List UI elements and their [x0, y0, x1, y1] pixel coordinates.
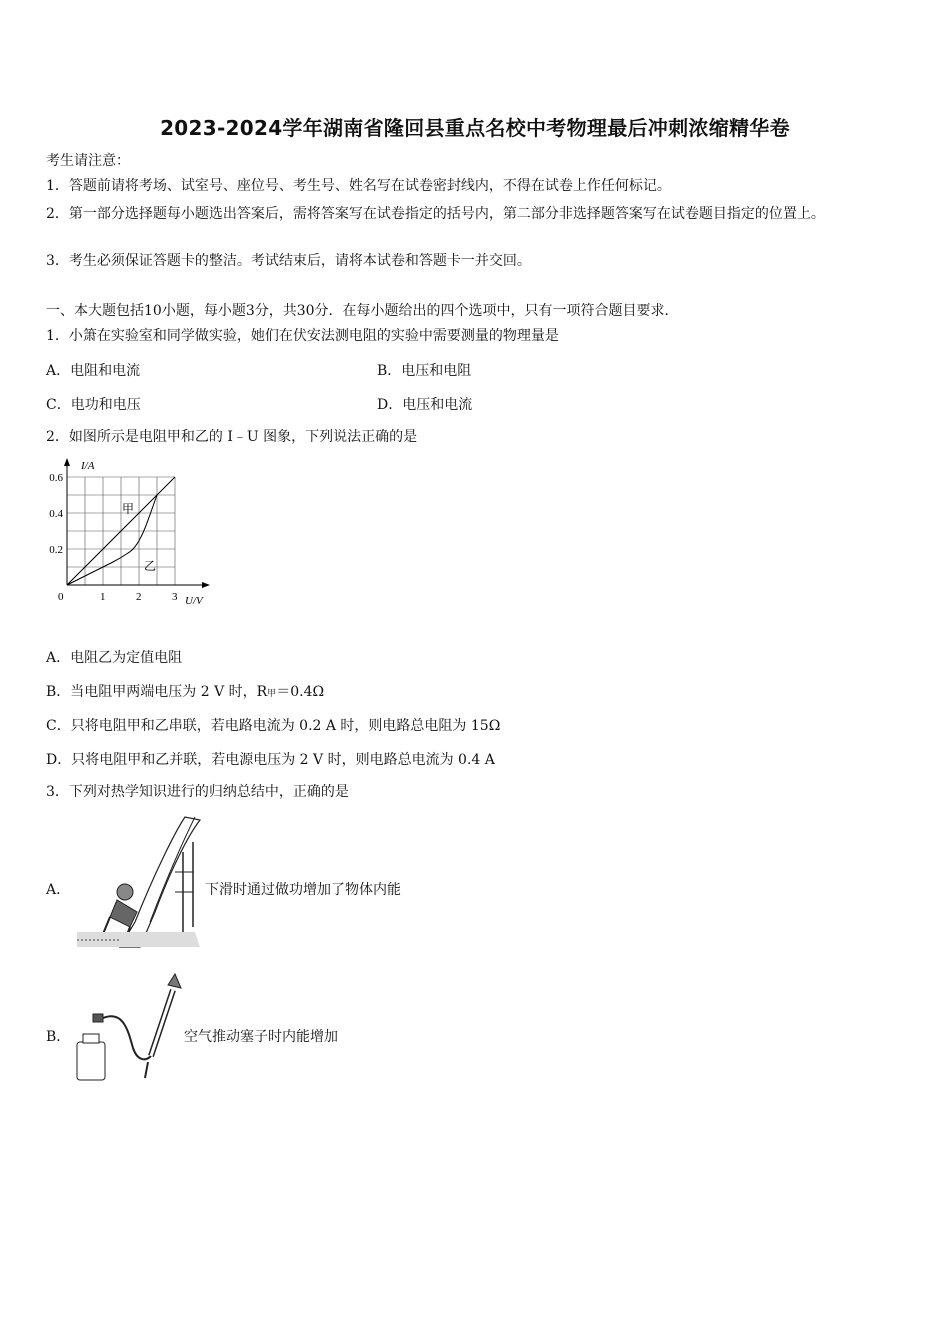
x-tick-label: 1 [100, 591, 106, 603]
q2-option-b-value: ＝0.4Ω [276, 684, 325, 700]
q1-option-b[interactable]: B．电压和电阻 [377, 363, 472, 379]
y-tick-label: 0.2 [49, 544, 63, 556]
x-tick-label: 2 [136, 591, 142, 603]
y-tick-label: 0.4 [49, 508, 63, 520]
question-2-stem: 2．如图所示是电阻甲和乙的 I﹣U 图象，下列说法正确的是 [46, 429, 418, 445]
q1-option-d[interactable]: D．电压和电流 [377, 397, 473, 413]
q3-option-b-letter[interactable]: B． [46, 1029, 71, 1045]
q2-option-b[interactable] [46, 681, 324, 701]
q3-option-a-text: 下滑时通过做功增加了物体内能 [205, 882, 401, 898]
q2-option-b-text: B．当电阻甲两端电压为 2 V 时，R [46, 684, 268, 700]
series-label-yi: 乙 [144, 559, 157, 573]
q1-option-a[interactable]: A．电阻和电流 [46, 363, 141, 379]
iu-chart [40, 455, 220, 615]
x-tick-label: 3 [172, 591, 178, 603]
notice-item: 3．考生必须保证答题卡的整洁。考试结束后，请将本试卷和答题卡一并交回。 [46, 253, 531, 269]
x-axis-arrow [202, 582, 210, 588]
y-axis-label: I/A [81, 460, 95, 472]
x-axis-label: U/V [185, 595, 203, 607]
question-3-stem: 3．下列对热学知识进行的归纳总结中，正确的是 [46, 784, 349, 800]
x-tick-label: 0 [58, 591, 64, 603]
question-1-stem: 1．小箫在实验室和同学做实验，她们在伏安法测电阻的实验中需要测量的物理量是 [46, 328, 559, 344]
q1-option-c[interactable]: C．电功和电压 [46, 397, 141, 413]
subscript-jia: 甲 [267, 689, 277, 699]
q2-option-c[interactable]: C．只将电阻甲和乙串联，若电路电流为 0.2 A 时，则电路总电阻为 15Ω [46, 718, 501, 734]
q3-option-b-text: 空气推动塞子时内能增加 [184, 1029, 338, 1045]
y-axis-arrow [64, 458, 70, 466]
q2-option-a[interactable]: A．电阻乙为定值电阻 [46, 650, 183, 666]
y-tick-label: 0.6 [49, 472, 63, 484]
section-heading: 一、本大题包括10小题，每小题3分，共30分．在每小题给出的四个选项中，只有一项符合题目要求． [46, 303, 679, 319]
page-title: 2023-2024学年湖南省隆回县重点名校中考物理最后冲刺浓缩精华卷 [160, 116, 790, 140]
notice-item: 2．第一部分选择题每小题选出答案后，需将答案写在试卷指定的括号内，第二部分非选择题答案写在试卷题目指定的位置上。 [46, 206, 825, 222]
notice-item: 1．答题前请将考场、试室号、座位号、考生号、姓名写在试卷密封线内，不得在试卷上作任何标记。 [46, 178, 671, 194]
notice-header: 考生请注意： [46, 153, 130, 169]
series-label-jia: 甲 [122, 502, 135, 516]
bottle-pump-illustration [73, 970, 185, 1085]
q2-option-d[interactable]: D．只将电阻甲和乙并联，若电源电压为 2 V 时，则电路总电流为 0.4 A [46, 752, 495, 768]
slide-illustration [75, 812, 203, 952]
q3-option-a-letter[interactable]: A． [46, 882, 71, 898]
